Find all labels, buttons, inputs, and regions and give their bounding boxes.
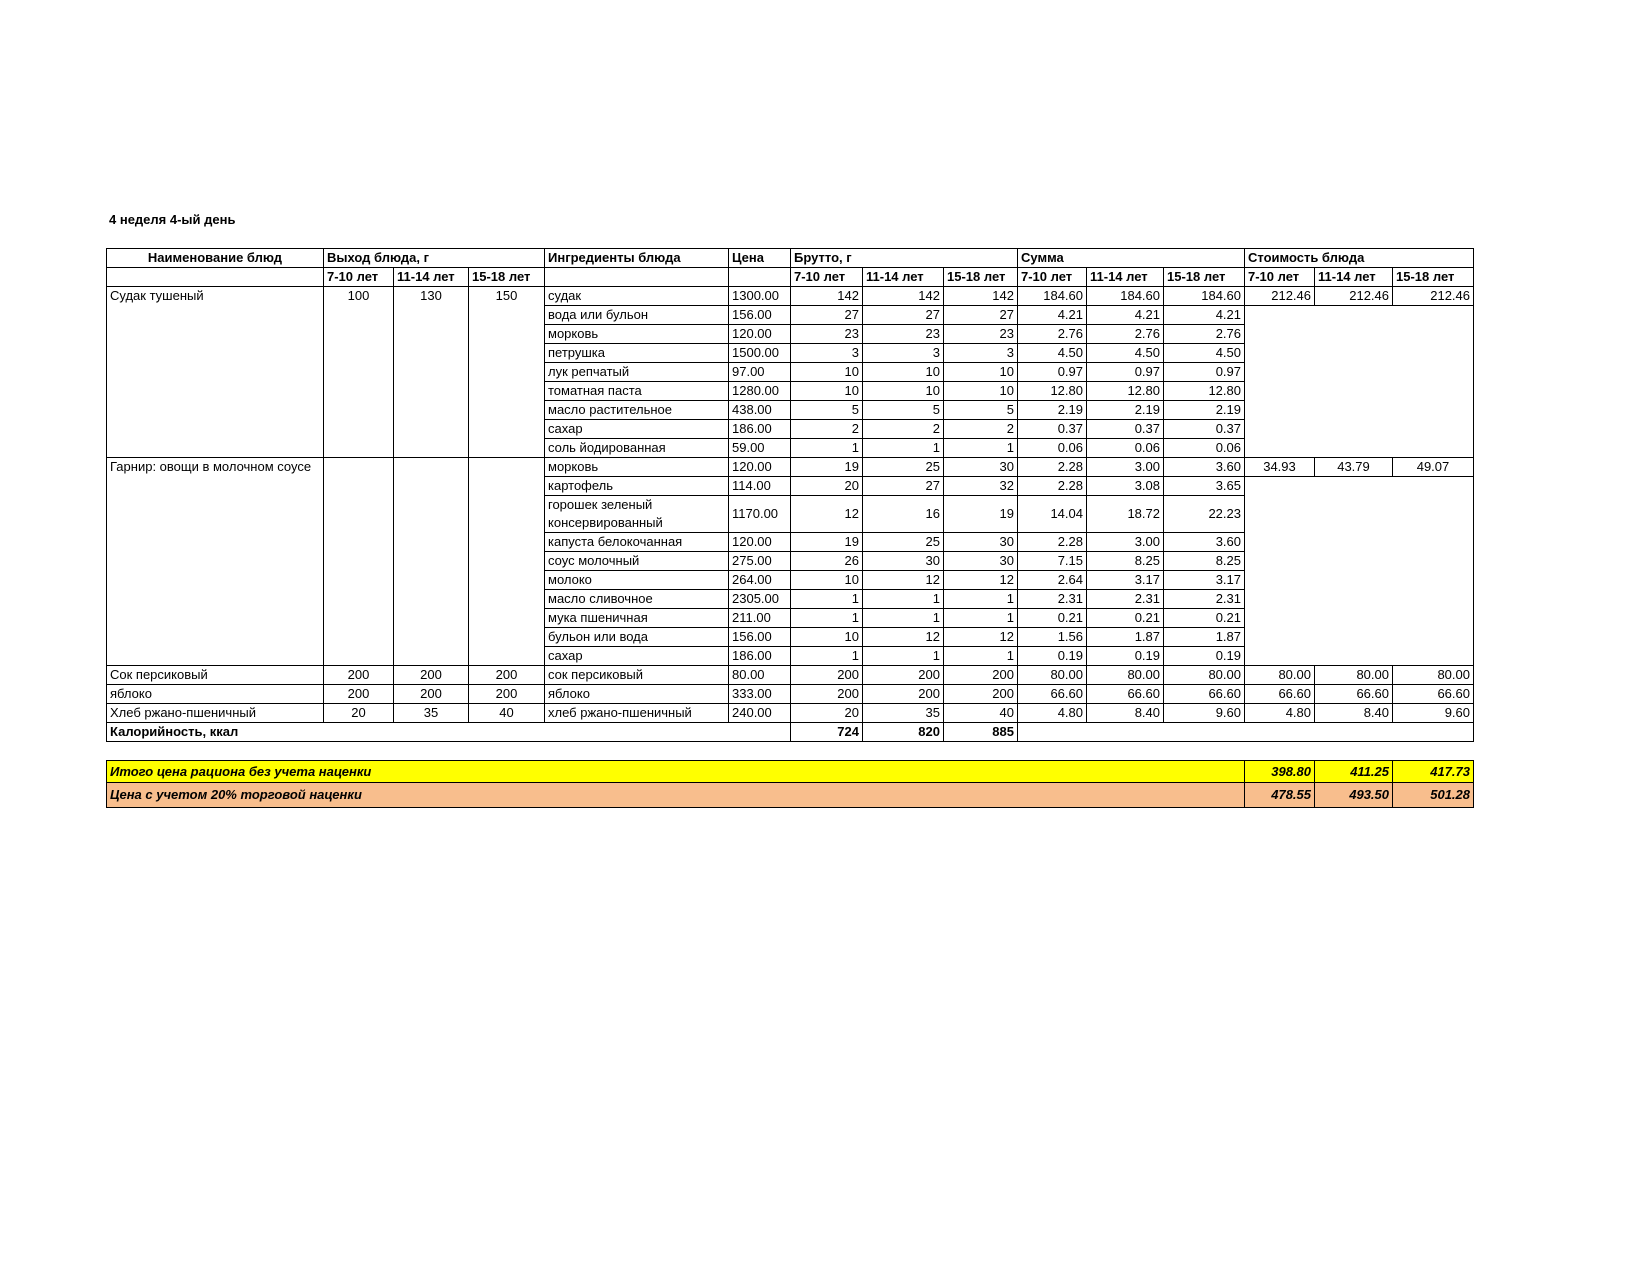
ingredient-brutto: 27 xyxy=(944,306,1018,325)
dish-cost-empty xyxy=(1245,306,1474,458)
dish-yield: 150 xyxy=(469,287,545,458)
ingredient-sum: 12.80 xyxy=(1087,382,1164,401)
ingredient-brutto: 30 xyxy=(863,552,944,571)
dish-yield: 200 xyxy=(324,666,394,685)
ingredient-brutto: 23 xyxy=(791,325,863,344)
ingredient-brutto: 35 xyxy=(863,704,944,723)
ingredient-sum: 2.28 xyxy=(1018,477,1087,496)
ingredient-name: мука пшеничная xyxy=(545,609,729,628)
ingredient-price: 264.00 xyxy=(729,571,791,590)
spacer-row xyxy=(107,742,1474,761)
ingredient-sum: 2.19 xyxy=(1018,401,1087,420)
ingredient-brutto: 200 xyxy=(863,685,944,704)
ingredient-price: 1170.00 xyxy=(729,496,791,533)
ingredient-sum: 3.00 xyxy=(1087,458,1164,477)
dish-yield: 20 xyxy=(324,704,394,723)
ingredient-sum: 80.00 xyxy=(1087,666,1164,685)
ingredient-sum: 0.37 xyxy=(1087,420,1164,439)
header-row-2 xyxy=(107,268,1474,287)
total-no-markup-value: 398.80 xyxy=(1245,761,1315,783)
ingredient-sum: 0.37 xyxy=(1164,420,1245,439)
ingredient-sum: 2.28 xyxy=(1018,533,1087,552)
header-empty xyxy=(107,268,324,287)
ingredient-brutto: 30 xyxy=(944,533,1018,552)
dish-yield: 40 xyxy=(469,704,545,723)
ingredient-sum: 0.97 xyxy=(1018,363,1087,382)
header-row-1 xyxy=(107,249,1474,268)
ingredient-sum: 3.60 xyxy=(1164,458,1245,477)
dish-yield: 100 xyxy=(324,287,394,458)
calories-value: 724 xyxy=(791,723,863,742)
ingredient-brutto: 200 xyxy=(944,685,1018,704)
age-group-header: 15-18 лет xyxy=(1164,268,1245,287)
age-group-header: 7-10 лет xyxy=(1018,268,1087,287)
table-row xyxy=(107,458,1474,477)
ingredient-sum: 66.60 xyxy=(1087,685,1164,704)
ingredient-sum: 4.50 xyxy=(1018,344,1087,363)
age-group-header: 15-18 лет xyxy=(469,268,545,287)
ingredient-price: 186.00 xyxy=(729,420,791,439)
ingredient-sum: 8.40 xyxy=(1087,704,1164,723)
ingredient-sum: 18.72 xyxy=(1087,496,1164,533)
ingredient-brutto: 1 xyxy=(944,647,1018,666)
ingredient-brutto: 19 xyxy=(791,533,863,552)
age-group-header: 11-14 лет xyxy=(1315,268,1393,287)
ingredient-sum: 1.87 xyxy=(1087,628,1164,647)
age-group-header: 7-10 лет xyxy=(1245,268,1315,287)
total-with-markup-value: 478.55 xyxy=(1245,783,1315,808)
ingredient-brutto: 20 xyxy=(791,704,863,723)
ingredient-brutto: 1 xyxy=(944,609,1018,628)
ingredient-brutto: 10 xyxy=(791,571,863,590)
total-with-markup-value: 493.50 xyxy=(1315,783,1393,808)
dish-cost: 34.93 xyxy=(1245,458,1315,477)
header-empty xyxy=(545,268,729,287)
dish-yield: 200 xyxy=(394,685,469,704)
ingredient-name: сок персиковый xyxy=(545,666,729,685)
ingredient-sum: 3.00 xyxy=(1087,533,1164,552)
ingredient-price: 240.00 xyxy=(729,704,791,723)
ingredient-brutto: 3 xyxy=(944,344,1018,363)
ingredient-sum: 2.19 xyxy=(1164,401,1245,420)
dish-name: Сок персиковый xyxy=(107,666,324,685)
table-body xyxy=(107,287,1474,723)
ingredient-brutto: 10 xyxy=(944,382,1018,401)
ingredient-brutto: 1 xyxy=(863,590,944,609)
ingredient-sum: 0.21 xyxy=(1087,609,1164,628)
page-title: 4 неделя 4-ый день xyxy=(109,212,236,227)
ingredient-brutto: 200 xyxy=(791,666,863,685)
header-yield: Выход блюда, г xyxy=(324,249,545,268)
ingredient-sum: 80.00 xyxy=(1164,666,1245,685)
dish-yield xyxy=(394,458,469,666)
ingredient-sum: 184.60 xyxy=(1164,287,1245,306)
ingredient-name: сахар xyxy=(545,647,729,666)
ingredient-name: масло сливочное xyxy=(545,590,729,609)
dish-cost: 66.60 xyxy=(1315,685,1393,704)
ingredient-sum: 12.80 xyxy=(1018,382,1087,401)
dish-yield: 35 xyxy=(394,704,469,723)
total-with-markup-row xyxy=(107,783,1474,808)
ingredient-brutto: 23 xyxy=(944,325,1018,344)
dish-cost: 80.00 xyxy=(1315,666,1393,685)
ingredient-sum: 3.08 xyxy=(1087,477,1164,496)
ingredient-price: 275.00 xyxy=(729,552,791,571)
ingredient-price: 186.00 xyxy=(729,647,791,666)
ingredient-brutto: 10 xyxy=(863,363,944,382)
ingredient-sum: 0.19 xyxy=(1018,647,1087,666)
ingredient-name: молоко xyxy=(545,571,729,590)
ingredient-price: 120.00 xyxy=(729,533,791,552)
ingredient-brutto: 1 xyxy=(863,609,944,628)
ingredient-sum: 2.64 xyxy=(1018,571,1087,590)
dish-yield: 200 xyxy=(469,666,545,685)
ingredient-sum: 3.60 xyxy=(1164,533,1245,552)
dish-yield: 130 xyxy=(394,287,469,458)
ingredient-brutto: 20 xyxy=(791,477,863,496)
ingredient-brutto: 30 xyxy=(944,458,1018,477)
ingredient-name: морковь xyxy=(545,458,729,477)
dish-cost-empty xyxy=(1245,477,1474,666)
dish-cost: 80.00 xyxy=(1393,666,1474,685)
age-group-header: 11-14 лет xyxy=(863,268,944,287)
ingredient-brutto: 30 xyxy=(944,552,1018,571)
ingredient-price: 97.00 xyxy=(729,363,791,382)
ingredient-name: соль йодированная xyxy=(545,439,729,458)
ingredient-sum: 3.17 xyxy=(1164,571,1245,590)
ingredient-sum: 4.21 xyxy=(1164,306,1245,325)
header-sum: Сумма xyxy=(1018,249,1245,268)
age-group-header: 11-14 лет xyxy=(394,268,469,287)
ingredient-sum: 12.80 xyxy=(1164,382,1245,401)
ingredient-name: хлеб ржано-пшеничный xyxy=(545,704,729,723)
header-brutto: Брутто, г xyxy=(791,249,1018,268)
ingredient-brutto: 40 xyxy=(944,704,1018,723)
ingredient-name: бульон или вода xyxy=(545,628,729,647)
ingredient-price: 156.00 xyxy=(729,628,791,647)
ingredient-brutto: 27 xyxy=(863,477,944,496)
dish-yield: 200 xyxy=(394,666,469,685)
ingredient-price: 1280.00 xyxy=(729,382,791,401)
ingredient-sum: 4.80 xyxy=(1018,704,1087,723)
dish-yield: 200 xyxy=(469,685,545,704)
dish-name: яблоко xyxy=(107,685,324,704)
ingredient-sum: 8.25 xyxy=(1164,552,1245,571)
ingredient-brutto: 16 xyxy=(863,496,944,533)
ingredient-name: морковь xyxy=(545,325,729,344)
ingredient-name: вода или бульон xyxy=(545,306,729,325)
ingredient-name: петрушка xyxy=(545,344,729,363)
ingredient-brutto: 12 xyxy=(791,496,863,533)
ingredient-name: яблоко xyxy=(545,685,729,704)
ingredient-price: 211.00 xyxy=(729,609,791,628)
ingredient-sum: 3.65 xyxy=(1164,477,1245,496)
dish-cost: 66.60 xyxy=(1393,685,1474,704)
ingredient-brutto: 1 xyxy=(944,590,1018,609)
ingredient-sum: 66.60 xyxy=(1164,685,1245,704)
ingredient-sum: 2.31 xyxy=(1087,590,1164,609)
ingredient-sum: 2.76 xyxy=(1164,325,1245,344)
ingredient-price: 438.00 xyxy=(729,401,791,420)
age-group-header: 11-14 лет xyxy=(1087,268,1164,287)
ingredient-sum: 0.97 xyxy=(1087,363,1164,382)
ingredient-brutto: 2 xyxy=(863,420,944,439)
ingredient-brutto: 5 xyxy=(791,401,863,420)
total-no-markup-value: 417.73 xyxy=(1393,761,1474,783)
total-no-markup-label: Итого цена рациона без учета наценки xyxy=(107,761,1245,783)
dish-cost: 80.00 xyxy=(1245,666,1315,685)
dish-cost: 4.80 xyxy=(1245,704,1315,723)
dish-cost: 212.46 xyxy=(1315,287,1393,306)
ingredient-brutto: 5 xyxy=(863,401,944,420)
ingredient-brutto: 23 xyxy=(863,325,944,344)
ingredient-price: 156.00 xyxy=(729,306,791,325)
ingredient-brutto: 142 xyxy=(944,287,1018,306)
ingredient-brutto: 1 xyxy=(863,439,944,458)
ingredient-brutto: 32 xyxy=(944,477,1018,496)
ingredient-name: сахар xyxy=(545,420,729,439)
ingredient-price: 114.00 xyxy=(729,477,791,496)
ingredient-sum: 1.87 xyxy=(1164,628,1245,647)
ingredient-sum: 2.28 xyxy=(1018,458,1087,477)
ingredient-sum: 66.60 xyxy=(1018,685,1087,704)
dish-cost: 9.60 xyxy=(1393,704,1474,723)
menu-table xyxy=(106,248,1474,808)
ingredient-brutto: 200 xyxy=(944,666,1018,685)
ingredient-brutto: 1 xyxy=(791,590,863,609)
ingredient-sum: 3.17 xyxy=(1087,571,1164,590)
total-no-markup-row xyxy=(107,761,1474,783)
ingredient-brutto: 10 xyxy=(863,382,944,401)
table-row xyxy=(107,666,1474,685)
ingredient-brutto: 1 xyxy=(944,439,1018,458)
table-row xyxy=(107,287,1474,306)
ingredient-brutto: 142 xyxy=(791,287,863,306)
ingredient-brutto: 12 xyxy=(944,628,1018,647)
ingredient-sum: 4.21 xyxy=(1087,306,1164,325)
ingredient-sum: 8.25 xyxy=(1087,552,1164,571)
age-group-header: 7-10 лет xyxy=(324,268,394,287)
ingredient-sum: 0.19 xyxy=(1164,647,1245,666)
ingredient-name: капуста белокочанная xyxy=(545,533,729,552)
age-group-header: 15-18 лет xyxy=(1393,268,1474,287)
dish-yield: 200 xyxy=(324,685,394,704)
ingredient-brutto: 10 xyxy=(791,363,863,382)
ingredient-brutto: 3 xyxy=(863,344,944,363)
header-empty xyxy=(729,268,791,287)
dish-cost: 49.07 xyxy=(1393,458,1474,477)
ingredient-sum: 22.23 xyxy=(1164,496,1245,533)
ingredient-sum: 0.06 xyxy=(1018,439,1087,458)
ingredient-brutto: 25 xyxy=(863,458,944,477)
ingredient-price: 1300.00 xyxy=(729,287,791,306)
ingredient-sum: 80.00 xyxy=(1018,666,1087,685)
ingredient-brutto: 1 xyxy=(863,647,944,666)
ingredient-brutto: 142 xyxy=(863,287,944,306)
ingredient-brutto: 200 xyxy=(863,666,944,685)
ingredient-brutto: 19 xyxy=(944,496,1018,533)
ingredient-brutto: 26 xyxy=(791,552,863,571)
dish-cost: 8.40 xyxy=(1315,704,1393,723)
ingredient-brutto: 2 xyxy=(944,420,1018,439)
header-price: Цена xyxy=(729,249,791,268)
ingredient-sum: 2.76 xyxy=(1018,325,1087,344)
ingredient-sum: 0.06 xyxy=(1164,439,1245,458)
dish-cost: 212.46 xyxy=(1393,287,1474,306)
ingredient-sum: 4.50 xyxy=(1164,344,1245,363)
table-row xyxy=(107,704,1474,723)
ingredient-sum: 0.21 xyxy=(1164,609,1245,628)
ingredient-price: 80.00 xyxy=(729,666,791,685)
ingredient-brutto: 27 xyxy=(791,306,863,325)
ingredient-price: 59.00 xyxy=(729,439,791,458)
ingredient-sum: 9.60 xyxy=(1164,704,1245,723)
dish-cost: 66.60 xyxy=(1245,685,1315,704)
dish-yield xyxy=(469,458,545,666)
total-with-markup-value: 501.28 xyxy=(1393,783,1474,808)
table-row xyxy=(107,685,1474,704)
ingredient-name: масло растительное xyxy=(545,401,729,420)
ingredient-brutto: 12 xyxy=(863,628,944,647)
ingredient-brutto: 12 xyxy=(863,571,944,590)
ingredient-sum: 14.04 xyxy=(1018,496,1087,533)
age-group-header: 7-10 лет xyxy=(791,268,863,287)
ingredient-name: лук репчатый xyxy=(545,363,729,382)
ingredient-brutto: 19 xyxy=(791,458,863,477)
ingredient-sum: 4.21 xyxy=(1018,306,1087,325)
ingredient-name: картофель xyxy=(545,477,729,496)
header-ingredients: Ингредиенты блюда xyxy=(545,249,729,268)
calories-label: Калорийность, ккал xyxy=(107,723,791,742)
ingredient-sum: 2.19 xyxy=(1087,401,1164,420)
ingredient-sum: 2.76 xyxy=(1087,325,1164,344)
calories-row xyxy=(107,723,1474,742)
ingredient-brutto: 25 xyxy=(863,533,944,552)
ingredient-brutto: 2 xyxy=(791,420,863,439)
ingredient-sum: 184.60 xyxy=(1087,287,1164,306)
table-footer xyxy=(107,723,1474,808)
ingredient-brutto: 5 xyxy=(944,401,1018,420)
ingredient-brutto: 10 xyxy=(791,382,863,401)
ingredient-price: 120.00 xyxy=(729,325,791,344)
ingredient-name: томатная паста xyxy=(545,382,729,401)
ingredient-sum: 2.31 xyxy=(1018,590,1087,609)
ingredient-sum: 0.21 xyxy=(1018,609,1087,628)
ingredient-name: судак xyxy=(545,287,729,306)
ingredient-sum: 1.56 xyxy=(1018,628,1087,647)
dish-yield xyxy=(324,458,394,666)
header-dish-name: Наименование блюд xyxy=(107,249,324,268)
calories-empty xyxy=(1018,723,1474,742)
ingredient-brutto: 27 xyxy=(863,306,944,325)
dish-name: Гарнир: овощи в молочном соусе xyxy=(107,458,324,666)
ingredient-name: горошек зеленый консервированный xyxy=(545,496,729,533)
calories-value: 820 xyxy=(863,723,944,742)
age-group-header: 15-18 лет xyxy=(944,268,1018,287)
ingredient-sum: 0.97 xyxy=(1164,363,1245,382)
ingredient-sum: 0.06 xyxy=(1087,439,1164,458)
ingredient-brutto: 200 xyxy=(791,685,863,704)
ingredient-brutto: 3 xyxy=(791,344,863,363)
ingredient-brutto: 12 xyxy=(944,571,1018,590)
ingredient-price: 333.00 xyxy=(729,685,791,704)
ingredient-sum: 0.19 xyxy=(1087,647,1164,666)
ingredient-price: 2305.00 xyxy=(729,590,791,609)
ingredient-brutto: 1 xyxy=(791,609,863,628)
ingredient-brutto: 1 xyxy=(791,439,863,458)
ingredient-brutto: 10 xyxy=(944,363,1018,382)
header-cost: Стоимость блюда xyxy=(1245,249,1474,268)
ingredient-sum: 7.15 xyxy=(1018,552,1087,571)
ingredient-brutto: 1 xyxy=(791,647,863,666)
dish-cost: 212.46 xyxy=(1245,287,1315,306)
total-with-markup-label: Цена с учетом 20% торговой наценки xyxy=(107,783,1245,808)
ingredient-price: 1500.00 xyxy=(729,344,791,363)
ingredient-sum: 0.37 xyxy=(1018,420,1087,439)
ingredient-sum: 4.50 xyxy=(1087,344,1164,363)
ingredient-price: 120.00 xyxy=(729,458,791,477)
ingredient-brutto: 10 xyxy=(791,628,863,647)
ingredient-name: соус молочный xyxy=(545,552,729,571)
total-no-markup-value: 411.25 xyxy=(1315,761,1393,783)
dish-name: Судак тушеный xyxy=(107,287,324,458)
ingredient-sum: 184.60 xyxy=(1018,287,1087,306)
dish-cost: 43.79 xyxy=(1315,458,1393,477)
dish-name: Хлеб ржано-пшеничный xyxy=(107,704,324,723)
calories-value: 885 xyxy=(944,723,1018,742)
ingredient-sum: 2.31 xyxy=(1164,590,1245,609)
